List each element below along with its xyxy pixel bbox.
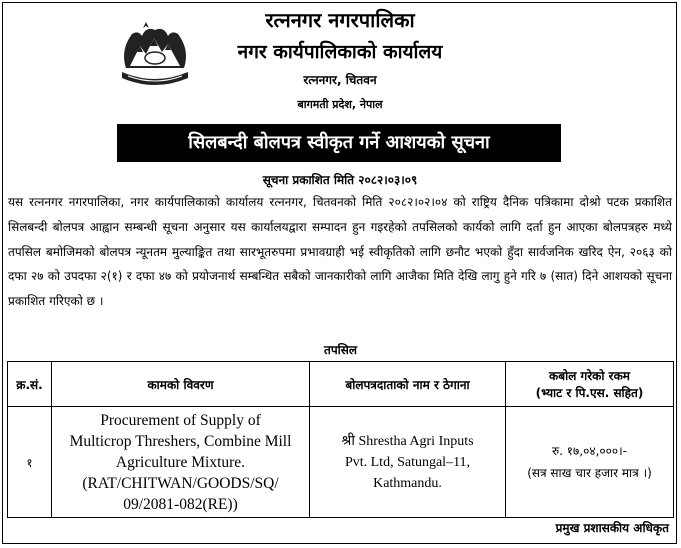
award-table [7, 361, 674, 518]
notice-body: यस रत्ननगर नगरपालिका, नगर कार्यपालिकाको कार्यालय रत्ननगर, चितवनको मिति २०८२।०२।०४ को राष्ट्रिय दैनिक पत्रिकामा दोश्रो पटक प्रकाशित सिलबन्दी बोलपत्र आह्वान सम्बन्धी सूचना अनुसार यस कार्यालयद्वारा सम्पादन हुन गइरहेको तपसिलको कार्यको लागि दर्ता हुन आएका बोलपत्रहरु मध्ये तपसिल बमोजिमको बोलपत्र न्यूनतम मुल्याङ्कित तथा सारभूतरुपमा प्रभावग्राही भई स्वीकृतिको लागि छनौट भएको हुँदा सार्वजनिक खरिद ऐन, २०६३ को दफा २७ को उपदफा २(१) र दफा ४७ को प्रयोजनार्थ सम्बन्धित सबैको जानकारीको लागि आजैका मिति देखि लागु हुने गरि ७ (सात) दिने आशयको सूचना प्रकाशित गरिएको छ । [8, 195, 672, 309]
description-line: Multicrop Threshers, Combine Mill [69, 432, 292, 450]
header-amount-line2: (भ्याट र पि.एस. सहित) [535, 386, 644, 400]
header-sn: क्र.सं. [8, 362, 52, 407]
description-line: 09/2081-082(RE)) [123, 495, 238, 513]
header-amount-line1: कबोल गरेको रकम [549, 369, 630, 383]
amount-words: (सत्र साख चार हजार मात्र ।) [527, 466, 652, 480]
signatory-title: प्रमुख प्रशासकीय अधिकृत [555, 521, 669, 535]
table-header-row [8, 362, 674, 407]
bidder-line: Pvt. Ltd, Satungal–11, [344, 454, 471, 470]
row-sn: १ [8, 407, 52, 518]
amount-value: रु. १७,०४,०००।- [552, 444, 627, 458]
header-amount [506, 362, 674, 407]
bidder-line: Kathmandu. [373, 475, 442, 491]
header-description: कामको विवरण [52, 362, 310, 407]
description-line: Agriculture Mixture. [115, 453, 246, 471]
municipality-name: रत्ननगर नगरपालिका [265, 8, 415, 32]
office-name: नगर कार्यपालिकाको कार्यालय [237, 41, 443, 63]
row-amount [506, 407, 674, 518]
schedule-title: तपसिल [323, 343, 357, 357]
province-line: बागमती प्रदेश, नेपाल [297, 98, 383, 111]
notice-title: सिलबन्दी बोलपत्र स्वीकृत गर्ने आशयको सूचना [117, 124, 561, 162]
table-row [8, 407, 674, 518]
row-bidder [310, 407, 506, 518]
office-location: रत्ननगर, चितवन [303, 73, 377, 87]
bidder-line: श्री Shrestha Agri Inputs [341, 433, 474, 449]
row-description [52, 407, 310, 518]
published-date: सूचना प्रकाशित मिति २०८२।०३।०९ [262, 173, 418, 187]
description-line: Procurement of Supply of [100, 411, 261, 429]
description-line: (RAT/CHITWAN/GOODS/SQ/ [82, 474, 279, 492]
header-bidder: बोलपत्रदाताको नाम र ठेगाना [310, 362, 506, 407]
